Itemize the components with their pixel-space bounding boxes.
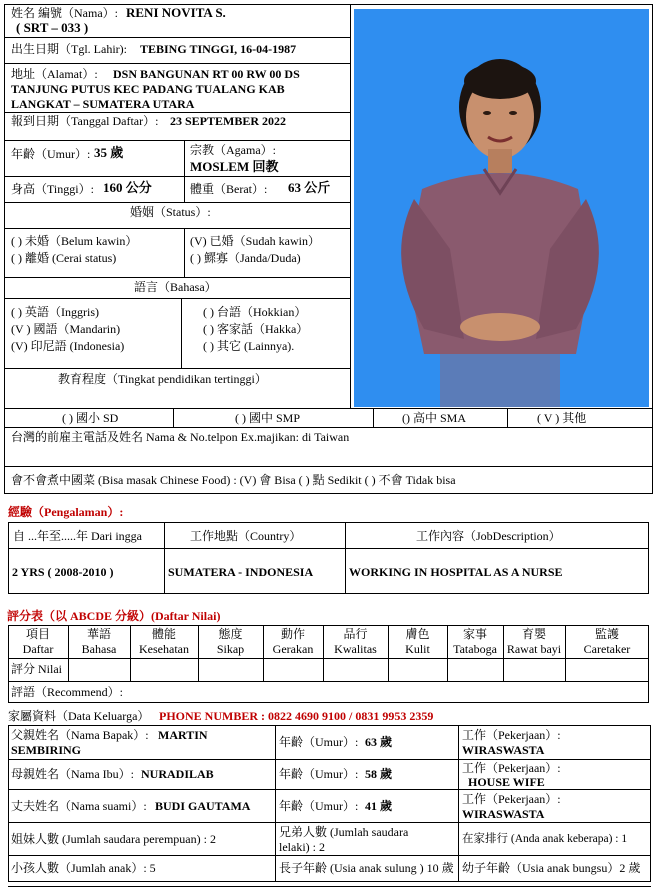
experience-country: SUMATERA - INDONESIA — [168, 565, 314, 579]
brothers-count-line1: 兄弟人數 (Jumlah saudara — [279, 825, 409, 839]
father-age: 63 歲 — [365, 735, 393, 749]
brothers-count-line2: lelaki) : 2 — [279, 840, 325, 854]
family-phone: PHONE NUMBER : 0822 4690 9100 / 0831 9953 2359 — [159, 709, 434, 723]
registration-label: 報到日期（Tanggal Daftar）: — [11, 114, 159, 128]
birth-value: TEBING TINGGI, 16-04-1987 — [140, 42, 297, 56]
mother-name: NURADILAB — [141, 767, 214, 781]
father-name-line2: SEMBIRING — [11, 743, 82, 757]
rating-comment-label: 評語（Recommend）: — [11, 685, 123, 699]
education-sd: ( ) 國小 SD — [62, 411, 119, 425]
experience-period: 2 YRS ( 2008-2010 ) — [12, 565, 114, 579]
marriage-single: ( ) 未婚（Belum kawin） — [11, 234, 138, 248]
language-indonesian: (V) 印尼語 (Indonesia) — [11, 339, 125, 353]
registration-value: 23 SEPTEMBER 2022 — [170, 114, 287, 128]
father-job: WIRASWASTA — [462, 743, 545, 757]
rating-col-8-zh: 育嬰 — [521, 627, 546, 641]
height-label: 身高（Tinggi）: — [11, 182, 94, 196]
marriage-title: 婚姻（Status）: — [130, 205, 211, 219]
husband-age-label: 年齡（Umur）: — [279, 799, 359, 813]
mother-job: HOUSE WIFE — [468, 775, 545, 789]
rating-col-0-id: Daftar — [22, 642, 54, 656]
language-other: ( ) 其它 (Lainnya). — [203, 339, 295, 353]
husband-job: WIRASWASTA — [462, 807, 545, 821]
father-label: 父親姓名（Nama Bapak）: — [11, 728, 149, 742]
employer-phone: 台灣的前雇主電話及姓名 Nama & No.telpon Ex.majikan: di Taiwan — [11, 430, 350, 444]
husband-job-label: 工作（Pekerjaan）: — [462, 792, 561, 806]
mother-age-label: 年齡（Umur）: — [279, 767, 359, 781]
rating-col-2-zh: 體能 — [151, 627, 176, 641]
husband-name: BUDI GAUTAMA — [155, 799, 251, 813]
cooking-skill: 會不會煮中國菜 (Bisa masak Chinese Food) : (V) 會 Bisa ( ) 點 Sedikit ( ) 不會 Tidak bisa — [11, 473, 456, 487]
father-age-label: 年齡（Umur）: — [279, 735, 359, 749]
weight-value: 63 公斤 — [288, 180, 331, 195]
language-english: ( ) 英語（Inggris) — [11, 305, 99, 319]
address-line1: DSN BANGUNAN RT 00 RW 00 DS — [113, 67, 300, 81]
rating-col-5-id: Kwalitas — [334, 642, 377, 656]
language-title: 語言（Bahasa） — [134, 280, 217, 294]
religion-label: 宗教（Agama）: — [190, 143, 276, 157]
applicant-photo — [354, 9, 649, 407]
age-label: 年齡（Umur）: — [11, 147, 91, 161]
rating-col-1-zh: 華語 — [86, 627, 111, 641]
language-mandarin: (V ) 國語（Mandarin) — [11, 322, 121, 336]
language-hakka: ( ) 客家話（Hakka） — [203, 322, 309, 336]
rating-col-4-zh: 動作 — [280, 627, 305, 641]
education-other: ( V ) 其他 — [537, 411, 587, 425]
husband-age: 41 歲 — [365, 799, 393, 813]
experience-col-country: 工作地點（Country） — [190, 529, 302, 543]
marriage-divorced: ( ) 離婚 (Cerai status) — [11, 251, 117, 265]
rating-col-7-id: Tataboga — [453, 642, 497, 656]
experience-description: WORKING IN HOSPITAL AS A NURSE — [349, 565, 563, 579]
rating-col-3-id: Sikap — [216, 642, 245, 656]
youngest-child-age: 幼子年齡（Usia anak bungsu）2 歲 — [462, 861, 641, 875]
rating-col-0-zh: 項目 — [25, 627, 50, 641]
experience-col-description: 工作內容（JobDescription） — [416, 529, 561, 543]
mother-label: 母親姓名（Nama Ibu）: — [11, 767, 134, 781]
rating-col-4-id: Gerakan — [272, 642, 314, 656]
mother-job-label: 工作（Pekerjaan）: — [462, 761, 561, 775]
name-value: RENI NOVITA S. — [126, 5, 226, 20]
age-value: 35 歲 — [94, 145, 124, 160]
rating-col-8-id: Rawat bayi — [506, 642, 562, 656]
father-job-label: 工作（Pekerjaan）: — [462, 728, 561, 742]
family-heading: 家屬資料（Data Keluarga） — [8, 709, 150, 723]
rating-col-6-id: Kulit — [405, 642, 430, 656]
rating-heading: 評分表（以 ABCDE 分級）(Daftar Nilai) — [7, 609, 221, 623]
birth-order: 在家排行 (Anda anak keberapa) : 1 — [462, 833, 628, 845]
birth-label: 出生日期（Tgl. Lahir): — [11, 42, 127, 56]
name-label: 姓名 編號（Nama）: — [11, 6, 118, 20]
rating-col-6-zh: 膚色 — [405, 627, 430, 641]
marriage-widowed: ( ) 鰥寡（Janda/Duda) — [190, 251, 301, 265]
religion-value: MOSLEM 回教 — [190, 159, 279, 174]
education-sma: () 高中 SMA — [402, 411, 467, 425]
address-label: 地址（Alamat）: — [11, 67, 98, 81]
eldest-child-age: 長子年齡 (Usia anak sulung ) 10 歲 — [279, 861, 454, 875]
rating-col-1-id: Bahasa — [81, 642, 117, 656]
father-name-line1: MARTIN — [158, 728, 208, 742]
height-value: 160 公分 — [103, 180, 152, 195]
rating-col-3-zh: 態度 — [218, 627, 243, 641]
education-title: 教育程度（Tingkat pendidikan tertinggi） — [58, 372, 267, 386]
education-smp: ( ) 國中 SMP — [235, 411, 301, 425]
bottom-rule — [8, 886, 651, 887]
address-line2: TANJUNG PUTUS KEC PADANG TUALANG KAB — [11, 82, 285, 96]
husband-label: 丈夫姓名（Nama suami）: — [11, 799, 147, 813]
rating-score-label: 評分 Nilai — [11, 662, 62, 676]
weight-label: 體重（Berat）: — [190, 182, 268, 196]
experience-heading: 經驗（Pengalaman）: — [8, 505, 124, 519]
marriage-married: (V) 已婚（Sudah kawin） — [190, 234, 320, 248]
rating-col-5-zh: 品行 — [343, 627, 368, 641]
mother-age: 58 歲 — [365, 767, 393, 781]
rating-col-9-zh: 監護 — [594, 627, 619, 641]
address-line3: LANGKAT – SUMATERA UTARA — [11, 97, 195, 111]
candidate-code: ( SRT – 033 ) — [16, 20, 89, 35]
sisters-count: 姐妹人數 (Jumlah saudara perempuan) : 2 — [11, 832, 216, 846]
rating-col-2-id: Kesehatan — [139, 642, 189, 656]
rating-col-9-id: Caretaker — [583, 642, 631, 656]
experience-col-period: 自 ...年至.....年 Dari ingga — [13, 529, 142, 543]
children-count: 小孩人數（Jumlah anak）: 5 — [11, 861, 156, 875]
language-hokkien: ( ) 台語（Hokkian） — [203, 305, 307, 319]
rating-col-7-zh: 家事 — [462, 627, 487, 641]
